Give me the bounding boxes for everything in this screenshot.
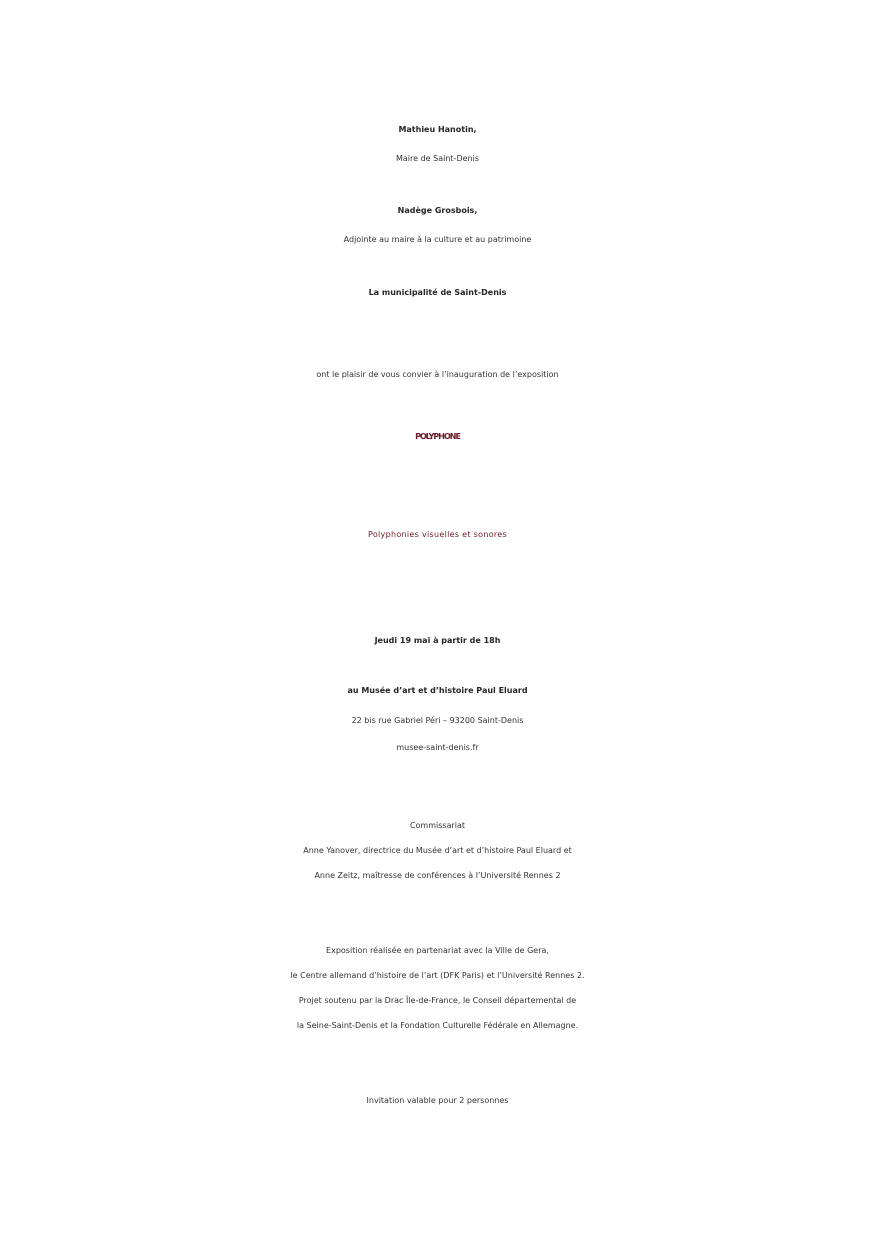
event-address: 22 bis rue Gabriel Péri – 93200 Saint-Denis (351, 716, 524, 725)
partners-line: le Centre allemand d’histoire de l’art (DFK Paris) et l’Université Rennes 2. (290, 971, 585, 980)
host-role: Adjointe au maire à la culture et au patrimoine (343, 235, 532, 244)
host-name: Mathieu Hanotin, (398, 125, 477, 134)
event-venue: au Musée d’art et d’histoire Paul Eluard (347, 686, 528, 695)
intro-text: ont le plaisir de vous convier à l’inauguration de l’exposition (316, 370, 559, 379)
host-name: Nadège Grosbois, (397, 206, 478, 215)
event-website: musee-saint-denis.fr (396, 743, 479, 752)
host-municipality: La municipalité de Saint-Denis (368, 288, 507, 297)
exhibition-title: POLYPHONE (415, 432, 460, 441)
exhibition-subtitle: Polyphonies visuelles et sonores (368, 530, 507, 539)
host-role: Maire de Saint-Denis (396, 154, 479, 163)
curators-heading: Commissariat (409, 821, 466, 830)
partners-line: Projet soutenu par la Drac Île-de-France, le Conseil départemental de (298, 996, 577, 1005)
invitation-note: Invitation valable pour 2 personnes (366, 1096, 509, 1105)
event-date: Jeudi 19 mai à partir de 18h (374, 636, 501, 645)
partners-line: la Seine-Saint-Denis et la Fondation Culturelle Fédérale en Allemagne. (296, 1021, 579, 1030)
curators-line: Anne Zeitz, maîtresse de conférences à l’Université Rennes 2 (314, 871, 561, 880)
partners-line: Exposition réalisée en partenariat avec la Ville de Gera, (326, 946, 549, 955)
curators-line: Anne Yanover, directrice du Musée d’art et d’histoire Paul Eluard et (303, 846, 572, 855)
